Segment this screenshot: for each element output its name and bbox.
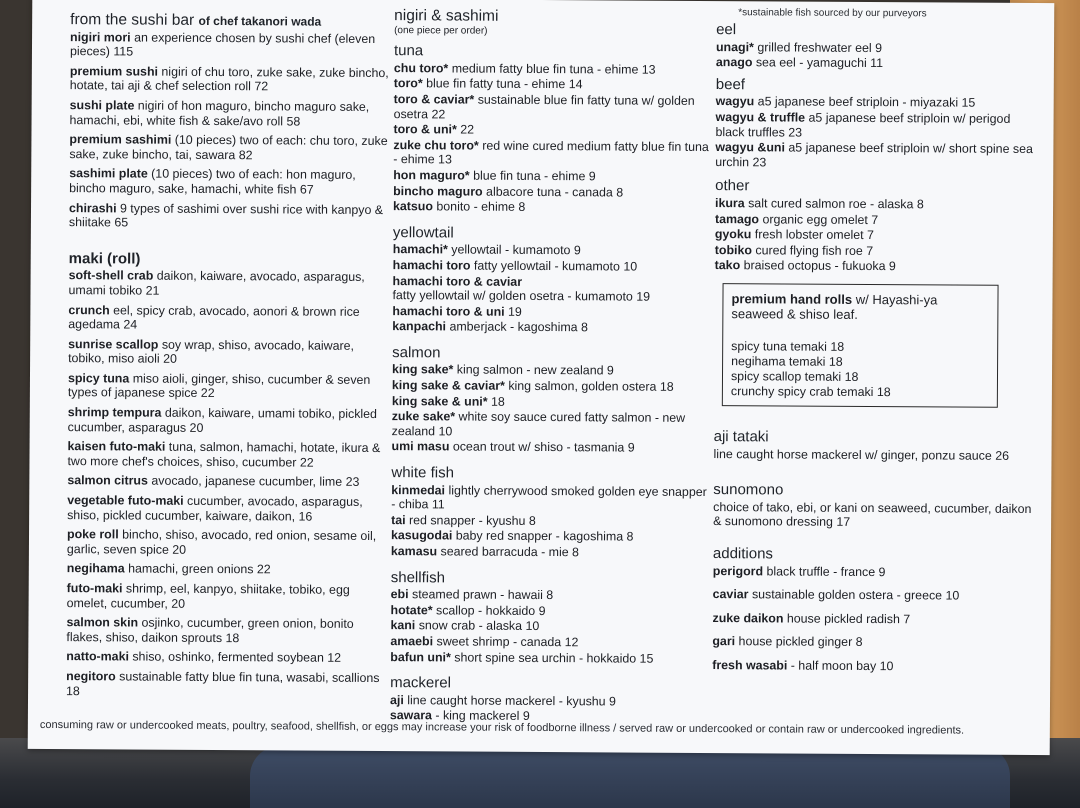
item-name: salmon citrus: [67, 473, 148, 489]
item-name: zuke chu toro*: [393, 137, 479, 153]
item-name: zuke sake*: [391, 409, 456, 424]
menu-item: [69, 201, 389, 232]
menu-item: [390, 618, 710, 635]
menu-item: [391, 513, 711, 530]
item-desc: organic egg omelet 7: [762, 211, 879, 227]
menu-item: [712, 611, 1032, 628]
item-desc: 19: [508, 304, 522, 319]
item-name: soft-shell crab: [68, 268, 154, 283]
list-item: spicy tuna temaki 18: [731, 339, 845, 354]
item-name: sawara: [389, 708, 432, 723]
item-desc: black truffle - france 9: [766, 564, 886, 579]
menu-item: [67, 527, 387, 558]
menu-item: [66, 649, 386, 666]
item-name: negitoro: [66, 669, 116, 684]
item-desc: blue fin fatty tuna - ehime 14: [426, 76, 583, 92]
item-desc: - half moon bay 10: [790, 658, 894, 674]
hand-rolls-box: [722, 283, 999, 408]
item-name: futo-maki: [66, 581, 123, 596]
item-name: chirashi: [68, 200, 117, 215]
item-desc: 9 types of sashimi over sushi rice with kanpyo & shiitake 65: [68, 200, 384, 230]
item-desc: 18: [490, 394, 505, 409]
item-desc: king salmon, golden ostera 18: [508, 378, 674, 394]
hand-rolls-heading: premium hand rolls: [731, 291, 853, 307]
item-desc: hamachi, green onions 22: [128, 561, 271, 577]
item-name: anago: [715, 55, 753, 70]
item-desc: (10 pieces) two of each: hon maguro, bincho maguro, sake, hamachi, white fish 67: [69, 166, 356, 197]
item-name: amaebi: [390, 634, 434, 649]
item-desc: nigiri of hon maguro, bincho maguro sake, hamachi, ebi, white fish & sake/avo roll 58: [69, 98, 370, 129]
section-title-eel: eel: [716, 21, 737, 39]
item-name: hamachi toro: [392, 257, 471, 273]
item-desc: short spine sea urchin - hokkaido 15: [454, 650, 654, 666]
item-name: premium sashimi: [69, 132, 172, 147]
item-name: kinmedai: [391, 482, 446, 498]
item-name: sunrise scallop: [68, 336, 159, 352]
item-name: shrimp tempura: [67, 405, 162, 420]
item-name: kamasu: [390, 544, 438, 559]
item-desc: avocado, japanese cucumber, lime 23: [151, 474, 360, 490]
item-name: negihama: [66, 561, 125, 576]
section-title-other: other: [715, 177, 750, 195]
sushi-bar-title: from the sushi bar: [70, 11, 195, 29]
item-name: sushi plate: [69, 98, 135, 113]
sourcing-note: *sustainable fish sourced by our purveyors: [738, 7, 927, 20]
item-desc: lightly cherrywood smoked golden eye snapper - chiba 11: [391, 483, 707, 512]
item-name: king sake & uni*: [391, 393, 488, 409]
item-desc: house pickled ginger 8: [738, 634, 863, 650]
item-name: tako: [714, 258, 741, 273]
menu-item: [715, 243, 1035, 260]
menu-item: [391, 603, 711, 620]
item-name: nigiri mori: [70, 29, 131, 45]
menu-item: [391, 544, 711, 561]
hand-rolls-title: [731, 292, 989, 323]
item-desc: bincho, shiso, avocado, red onion, sesame oil, garlic, seven spice 20: [66, 527, 377, 557]
menu-item: [69, 166, 389, 197]
item-desc: tuna, salmon, hamachi, hotate, ikura & two more chef's choices, shiso, cucumber 22: [67, 439, 381, 470]
menu-sheet: [28, 0, 1055, 755]
item-desc: shiso, oshinko, fermented soybean 12: [132, 649, 342, 666]
item-name: tobiko: [714, 242, 752, 258]
item-name: sashimi plate: [69, 166, 148, 181]
item-name: gyoku: [714, 227, 752, 242]
section-title-tuna: tuna: [393, 42, 424, 60]
item-name: caviar: [712, 587, 749, 602]
item-desc: yellowtail - kumamoto 9: [451, 242, 581, 258]
menu-column-left: [66, 5, 390, 705]
item-desc: salt cured salmon roe - alaska 8: [748, 196, 924, 212]
item-name: kani: [390, 618, 416, 633]
item-desc: steamed prawn - hawaii 8: [411, 587, 554, 603]
item-name: king sake & caviar*: [391, 378, 505, 393]
section-title-additions: additions: [712, 545, 774, 563]
background-knee: [250, 746, 1010, 808]
item-desc: white soy sauce cured fatty salmon - new zealand 10: [391, 409, 686, 439]
menu-item: [715, 258, 1035, 275]
item-desc: cucumber, avocado, asparagus, shiso, pickled cucumber, kaiware, daikon, 16: [67, 493, 363, 524]
item-desc: ocean trout w/ shiso - tasmania 9: [452, 439, 635, 456]
item-name: aji: [389, 692, 404, 707]
item-name: fresh wasabi: [712, 658, 788, 673]
menu-item: [66, 669, 386, 700]
item-desc: line caught horse mackerel - kyushu 9: [407, 692, 616, 709]
item-desc: daikon, kaiware, avocado, asparagus, umami tobiko 21: [68, 268, 365, 298]
item-desc: a5 japanese beef striploin w/ short spine sea urchin 23: [715, 140, 1033, 170]
health-disclaimer: consuming raw or undercooked meats, poultry, seafood, shellfish, or eggs may increase your risk of foodborne illness / served raw or undercooked or contain raw or undercooked ingredients.: [39, 718, 965, 737]
menu-item: [716, 55, 1036, 72]
menu-item: [393, 258, 713, 275]
item-desc: amberjack - kagoshima 8: [449, 319, 588, 335]
menu-item: [712, 634, 1032, 651]
menu-item: [393, 122, 713, 139]
item-desc: osjinko, cucumber, green onion, bonito flakes, shiso, daikon sprouts 18: [66, 615, 354, 645]
item-name: hamachi*: [392, 242, 448, 257]
item-desc: scallop - hokkaido 9: [435, 603, 546, 618]
section-title-salmon: salmon: [392, 343, 441, 362]
item-desc: a5 japanese beef striploin - miyazaki 15: [757, 94, 976, 111]
menu-item: [715, 212, 1035, 229]
item-desc: fatty yellowtail w/ golden osetra - kumamoto 19: [392, 288, 651, 304]
item-desc: king salmon - new zealand 9: [456, 362, 614, 378]
menu-item: [392, 440, 712, 457]
section-title-sushi-bar: [70, 13, 390, 30]
item-desc: albacore tuna - canada 8: [486, 184, 624, 200]
menu-item: line caught horse mackerel w/ ginger, ponzu sauce 26: [713, 446, 1010, 463]
item-desc: 22: [460, 122, 475, 137]
item-desc: bonito - ehime 8: [436, 199, 526, 215]
section-title-shellfish: shellfish: [390, 568, 446, 587]
menu-item: [66, 615, 386, 646]
hand-rolls-desc: w/ Hayashi-ya seaweed & shiso leaf.: [731, 291, 938, 322]
menu-item: [392, 363, 712, 380]
menu-item: [391, 483, 711, 514]
item-name: kanpachi: [392, 319, 447, 334]
item-name: hamachi toro & uni: [392, 303, 505, 319]
item-name: hamachi toro & caviar: [392, 273, 523, 289]
menu-item: [715, 227, 1035, 244]
menu-item: [392, 409, 712, 440]
item-desc: medium fatty blue fin tuna - ehime 13: [451, 61, 656, 77]
item-desc: sustainable golden ostera - greece 10: [751, 587, 960, 603]
section-title-maki: maki (roll): [68, 249, 141, 268]
item-name: katsuo: [392, 199, 434, 214]
item-name: gari: [712, 634, 736, 649]
item-desc: sustainable fatty blue fin tuna, wasabi, scallions 18: [66, 669, 380, 698]
item-name: wagyu & truffle: [715, 110, 806, 125]
menu-item: [391, 587, 711, 604]
item-name: hon maguro*: [393, 168, 470, 183]
menu-item: [68, 268, 388, 299]
item-name: kasugodai: [390, 528, 453, 543]
item-name: unagi*: [715, 39, 754, 54]
menu-item: [716, 94, 1036, 111]
item-name: kaisen futo-maki: [67, 439, 166, 454]
item-desc: snow crab - alaska 10: [418, 618, 540, 634]
item-desc: - king mackerel 9: [435, 708, 530, 724]
menu-item: [70, 98, 390, 129]
menu-column-middle: [390, 7, 714, 726]
item-name: tamago: [714, 211, 760, 226]
item-desc: sweet shrimp - canada 12: [436, 634, 579, 650]
menu-item: [393, 242, 713, 259]
menu-item: [68, 303, 388, 334]
section-title-mackerel: mackerel: [390, 674, 452, 692]
item-name: tai: [391, 512, 406, 527]
menu-item: [392, 274, 712, 305]
item-desc: daikon, kaiware, umami tobiko, pickled cucumber, asparagus 20: [67, 405, 378, 435]
item-desc: nigiri of chu toro, zuke sake, zuke bincho, hotate, tai aji & chef selection roll 72: [69, 64, 389, 94]
section-title-beef: beef: [715, 75, 746, 94]
section-title-white-fish: white fish: [391, 464, 454, 482]
item-name: premium sushi: [69, 63, 159, 79]
menu-item: [713, 564, 1033, 581]
item-desc: miso aioli, ginger, shiso, cucumber & seven types of japanese spice 22: [67, 371, 371, 401]
item-desc: red snapper - kyushu 8: [408, 513, 536, 528]
menu-item: [69, 132, 389, 163]
section-title-aji-tataki: aji tataki: [713, 428, 769, 446]
menu-item: [67, 493, 387, 524]
item-name: natto-maki: [66, 649, 129, 664]
item-desc: house pickled radish 7: [786, 611, 911, 627]
menu-column-right: [712, 9, 1036, 680]
item-name: king sake*: [391, 362, 454, 377]
menu-item: [393, 184, 713, 201]
item-desc: (10 pieces) two of each: chu toro, zuke sake, zuke bincho, tai, sawara 82: [69, 132, 388, 162]
item-desc: red wine cured medium fatty blue fin tuna - ehime 13: [393, 138, 709, 167]
menu-item: [70, 30, 390, 61]
item-desc: braised octopus - fukuoka 9: [743, 258, 896, 274]
menu-item: [715, 110, 1035, 141]
list-item: spicy scallop temaki 18: [730, 369, 859, 385]
menu-item: [390, 634, 710, 651]
item-desc: eel, spicy crab, avocado, aonori & brown rice agedama 24: [68, 302, 360, 332]
menu-item: [390, 650, 710, 667]
section-title-sunomono: sunomono: [713, 481, 784, 499]
menu-item: [393, 168, 713, 185]
menu-item: [715, 196, 1035, 213]
item-name: crunch: [68, 302, 110, 317]
menu-item: [67, 474, 387, 491]
item-desc: sustainable blue fin fatty tuna w/ golden osetra 22: [393, 92, 695, 121]
menu-item: [394, 76, 714, 93]
section-title-nigiri: nigiri & sashimi: [394, 7, 499, 25]
section-title-yellowtail: yellowtail: [392, 223, 454, 242]
item-name: chu toro*: [393, 60, 449, 76]
item-desc: cured flying fish roe 7: [755, 243, 874, 258]
menu-item: [67, 562, 387, 579]
item-name: vegetable futo-maki: [67, 493, 184, 508]
list-item: crunchy spicy crab temaki 18: [730, 384, 891, 400]
menu-item: [390, 693, 710, 710]
menu-item: [393, 199, 713, 216]
menu-item: [394, 61, 714, 78]
item-name: ebi: [390, 587, 409, 602]
menu-item: [392, 394, 712, 411]
item-name: zuke daikon: [712, 610, 784, 626]
item-desc: grilled freshwater eel 9: [757, 39, 883, 55]
chef-name: of chef takanori wada: [198, 13, 322, 29]
hand-rolls-list: [731, 339, 989, 401]
menu-item: [67, 581, 387, 612]
item-name: ikura: [715, 195, 745, 211]
item-name: toro & caviar*: [393, 92, 475, 107]
item-name: poke roll: [66, 527, 119, 542]
item-desc: soy wrap, shiso, avocado, kaiware, tobiko, miso aioli 20: [68, 337, 355, 367]
list-item: negihama temaki 18: [731, 354, 843, 369]
item-desc: fresh lobster omelet 7: [754, 227, 875, 243]
menu-item: choice of tako, ebi, or kani on seaweed, cucumber, daikon & sunomono dressing 17: [713, 499, 1032, 530]
item-desc: baby red snapper - kagoshima 8: [455, 528, 634, 544]
item-name: bafun uni*: [390, 649, 451, 665]
item-name: toro & uni*: [393, 122, 457, 137]
item-name: salmon skin: [66, 615, 139, 630]
item-name: hotate*: [390, 602, 433, 618]
item-name: perigord: [712, 563, 764, 579]
item-desc: sea eel - yamaguchi 11: [755, 55, 884, 71]
item-name: bincho maguro: [393, 183, 483, 199]
menu-item: [392, 319, 712, 336]
item-desc: a5 japanese beef striploin w/ perigod black truffles 23: [715, 110, 1011, 140]
menu-item: [715, 140, 1035, 171]
section-subtitle-nigiri: (one piece per order): [394, 24, 488, 37]
item-name: umi masu: [391, 439, 450, 454]
menu-item: [391, 528, 711, 545]
menu-item: [713, 587, 1033, 604]
item-desc: fatty yellowtail - kumamoto 10: [473, 258, 638, 274]
menu-item: [68, 337, 388, 368]
menu-item: [392, 304, 712, 321]
item-name: wagyu: [715, 94, 755, 109]
menu-item: [392, 378, 712, 395]
menu-item: [68, 371, 388, 402]
menu-item: [712, 658, 1032, 675]
item-desc: blue fin tuna - ehime 9: [473, 168, 596, 184]
menu-item: [716, 40, 1036, 57]
menu-item: [393, 138, 713, 169]
menu-item: [394, 92, 714, 123]
item-name: toro*: [393, 76, 423, 91]
item-desc: shrimp, eel, kanpyo, shiitake, tobiko, egg omelet, cucumber, 20: [66, 581, 350, 611]
menu-item: [70, 64, 390, 95]
item-name: spicy tuna: [67, 370, 130, 386]
menu-item: [67, 439, 387, 470]
item-desc: seared barracuda - mie 8: [440, 544, 580, 560]
item-desc: an experience chosen by sushi chef (eleven pieces) 115: [69, 30, 376, 59]
item-name: wagyu &uni: [715, 140, 785, 155]
menu-item: [68, 405, 388, 436]
